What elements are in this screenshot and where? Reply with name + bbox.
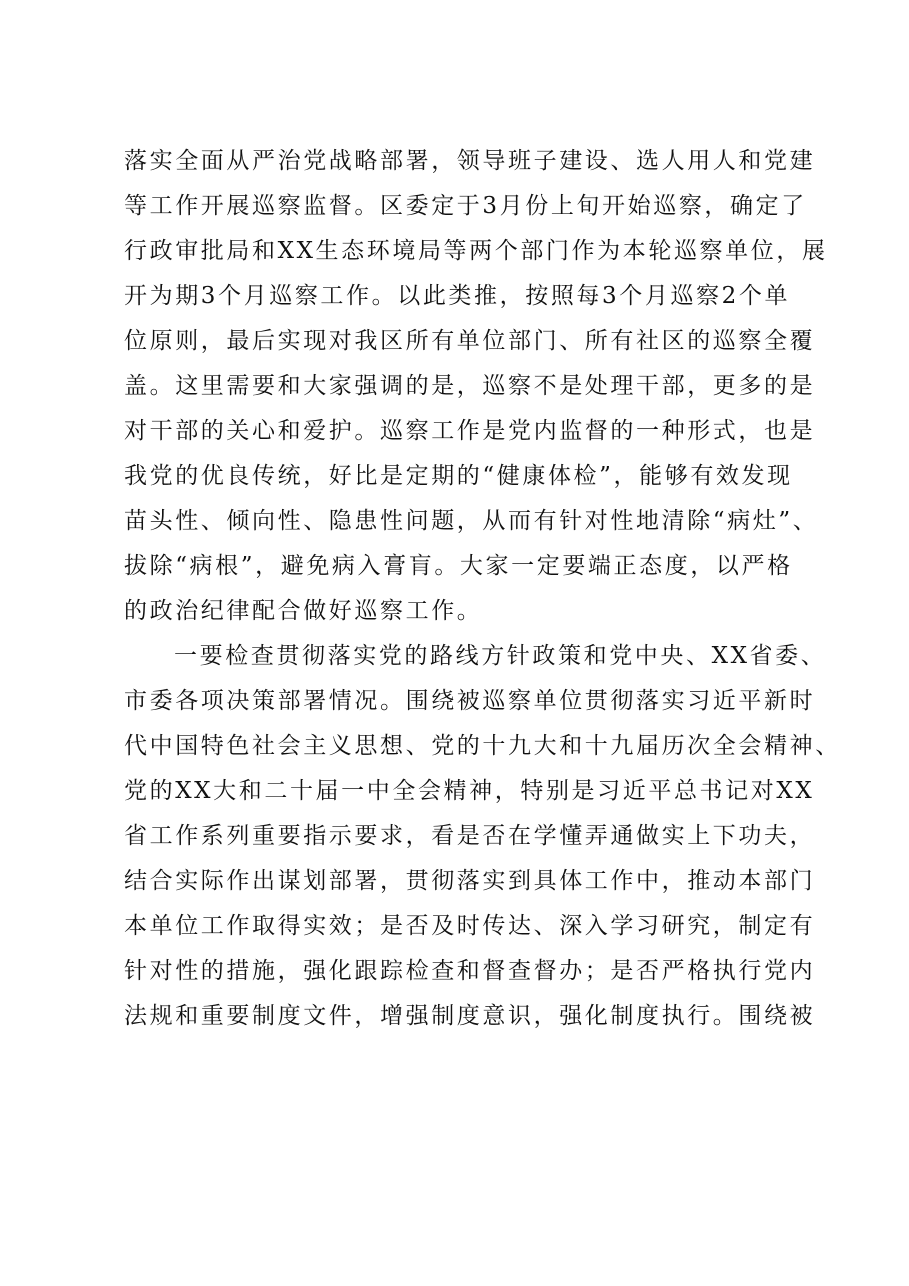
paragraph-2-line: 本单位工作取得实效；是否及时传达、深入学习研究，制定有 [124, 913, 816, 939]
paragraph-2-line: 省工作系列重要指示要求，看是否在学懂弄通做实上下功夫， [124, 823, 816, 849]
paragraph-1-line: 拔除“病根”，避免病入膏肓。大家一定要端正态度，以严格 [124, 553, 793, 579]
paragraph-1-line: 落实全面从严治党战略部署，领导班子建设、选人用人和党建 [124, 148, 816, 174]
paragraph-2-line: 结合实际作出谋划部署，贯彻落实到具体工作中，推动本部门 [124, 868, 816, 894]
paragraph-1-line: 苗头性、倾向性、隐患性问题，从而有针对性地清除“病灶”、 [124, 508, 819, 534]
paragraph-2-line: 针对性的措施，强化跟踪检查和督查督办；是否严格执行党内 [124, 958, 816, 984]
paragraph-1-line: 的政治纪律配合做好巡察工作。 [124, 598, 483, 624]
paragraph-1-line: 对干部的关心和爱护。巡察工作是党内监督的一种形式，也是 [124, 418, 816, 444]
paragraph-2-line: 代中国特色社会主义思想、党的十九大和十九届历次全会精神、 [124, 733, 841, 759]
paragraph-2-line: 党的XX大和二十届一中全会精神，特别是习近平总书记对XX [124, 778, 815, 804]
paragraph-2-line: 法规和重要制度文件，增强制度意识，强化制度执行。围绕被 [124, 1003, 816, 1029]
paragraph-1-line: 我党的优良传统，好比是定期的“健康体检”，能够有效发现 [124, 463, 793, 489]
paragraph-1-line: 开为期3个月巡察工作。以此类推，按照每3个月巡察2个单 [124, 283, 791, 309]
paragraph-2-first-line: 一要检查贯彻落实党的路线方针政策和党中央、XX省委、 [174, 643, 827, 669]
paragraph-2-line: 市委各项决策部署情况。围绕被巡察单位贯彻落实习近平新时 [124, 688, 816, 714]
paragraph-1-line: 位原则，最后实现对我区所有单位部门、所有社区的巡察全覆 [124, 328, 816, 354]
paragraph-1-line: 等工作开展巡察监督。区委定于3月份上旬开始巡察，确定了 [124, 193, 807, 219]
paragraph-1-line: 盖。这里需要和大家强调的是，巡察不是处理干部，更多的是 [124, 373, 816, 399]
document-body [124, 139, 841, 1039]
paragraph-1-line: 行政审批局和XX生态环境局等两个部门作为本轮巡察单位，展 [124, 238, 828, 264]
